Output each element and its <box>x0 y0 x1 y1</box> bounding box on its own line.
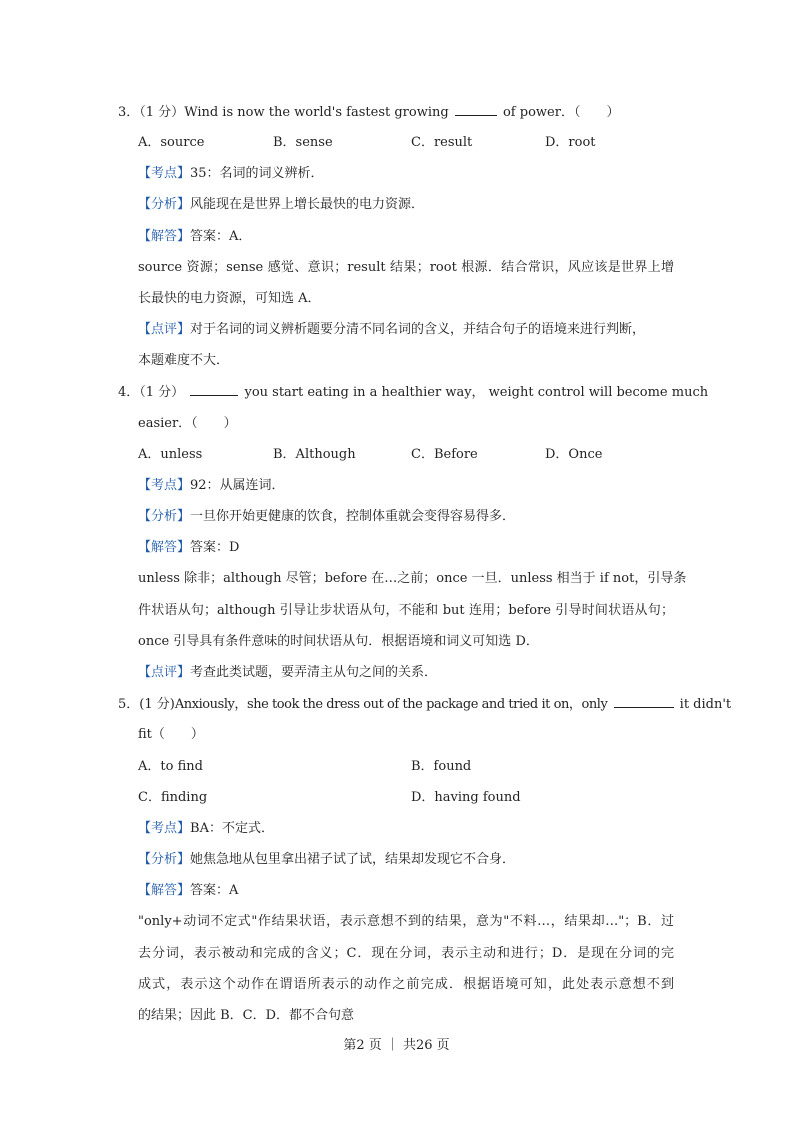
fenxi-row <box>138 507 515 527</box>
option-a: A．unless <box>138 447 203 462</box>
option-c: C．result <box>411 135 473 150</box>
option-a: A．source <box>138 135 205 150</box>
question-score: （1 分） <box>139 385 185 400</box>
explanation-line: 长最快的电力资源，可知选 A． <box>138 291 321 306</box>
explanation-line: 件状语从句；although 引导让步状语从句，不能和 but 连用；before 引导时间状语从句； <box>138 603 674 618</box>
jieda-text: 答案：D <box>190 540 240 555</box>
dianping-text: 对于名词的词义辨析题要分清不同名词的含义，并结合句子的语境来进行判断， <box>190 322 646 337</box>
option-c: C．Before <box>411 447 478 462</box>
kaodian-tag: 【考点】 <box>138 821 191 836</box>
explanation-line: once 引导具有条件意味的时间状语从句．根据语境和词义可知选 D． <box>138 634 539 649</box>
page-footer: 第2 页 ｜ 共26 页 <box>343 1038 450 1053</box>
option-b: B．sense <box>273 135 333 150</box>
question-number: 3． <box>118 105 140 120</box>
option-b: B．Although <box>273 447 356 462</box>
dianping-tag: 【点评】 <box>138 322 191 337</box>
jieda-text: 答案：A． <box>190 229 252 244</box>
fenxi-row <box>138 195 424 215</box>
jieda-text: 答案：A <box>190 883 239 898</box>
jieda-row <box>138 538 239 558</box>
explanation-line: unless 除非；although 尽管；before 在…之前；once 一旦．unless 相当于 if not，引导条 <box>138 571 687 586</box>
fenxi-tag: 【分析】 <box>138 197 191 212</box>
option-b: B．found <box>411 759 472 774</box>
kaodian-text: BA：不定式． <box>190 821 274 836</box>
stem-text: Wind is now the world's fastest growing <box>184 105 449 120</box>
fenxi-row <box>138 850 515 870</box>
stem-continuation: fit（ ） <box>138 727 204 742</box>
answer-blank <box>614 694 674 708</box>
question-score: (1 分) <box>139 697 175 712</box>
option-d: D．Once <box>545 447 603 462</box>
jieda-tag: 【解答】 <box>138 540 191 555</box>
dianping-row <box>138 663 437 683</box>
explanation-line: 的结果；因此 B．C．D．都不合句意 <box>138 1008 355 1023</box>
explanation-line: 去分词，表示被动和完成的含义；C．现在分词，表示主动和进行；D．是现在分词的完 <box>138 946 674 961</box>
question-5-stem <box>118 694 731 715</box>
question-3-stem <box>118 102 619 123</box>
fenxi-text: 风能现在是世界上增长最快的电力资源． <box>190 197 425 212</box>
dianping-line: 本题难度不大． <box>138 353 230 368</box>
dianping-tag: 【点评】 <box>138 665 191 680</box>
explanation-line: 成式，表示这个动作在谓语所表示的动作之前完成．根据语境可知，此处表示意想不到 <box>138 977 674 992</box>
fenxi-tag: 【分析】 <box>138 852 191 867</box>
question-score: （1 分） <box>139 105 185 120</box>
question-number: 5． <box>118 697 140 712</box>
kaodian-tag: 【考点】 <box>138 478 191 493</box>
question-number: 4． <box>118 385 140 400</box>
option-a: A．to find <box>138 759 203 774</box>
stem-text: you start eating in a healthier way， weight control will become much <box>244 385 709 400</box>
option-c: C．finding <box>138 790 208 805</box>
fenxi-tag: 【分析】 <box>138 509 191 524</box>
kaodian-text: 35：名词的词义辨析． <box>190 166 324 181</box>
option-d: D．having found <box>411 790 521 805</box>
kaodian-row <box>138 819 274 839</box>
answer-blank <box>455 102 497 116</box>
fenxi-text: 她焦急地从包里拿出裙子试了试，结果却发现它不合身． <box>190 852 516 867</box>
kaodian-tag: 【考点】 <box>138 166 191 181</box>
stem-text: Anxiously，she took the dress out of the package and tried it on，only <box>174 697 608 712</box>
kaodian-row <box>138 164 324 184</box>
jieda-row <box>138 881 238 901</box>
explanation-line: source 资源；sense 感觉、意识；result 结果；root 根源．结合常识，风应该是世界上增 <box>138 260 674 275</box>
jieda-tag: 【解答】 <box>138 229 191 244</box>
question-4-stem <box>118 382 708 403</box>
explanation-line: "only+动词不定式"作结果状语，表示意想不到的结果，意为"不料…，结果却…"；B．过 <box>138 914 674 929</box>
option-d: D．root <box>545 135 596 150</box>
jieda-row <box>138 227 251 247</box>
dianping-row <box>138 320 645 340</box>
jieda-tag: 【解答】 <box>138 883 191 898</box>
stem-text: of power．（ ） <box>502 105 620 120</box>
dianping-text: 考查此类试题，要弄清主从句之间的关系． <box>190 665 438 680</box>
kaodian-row <box>138 476 285 496</box>
fenxi-text: 一旦你开始更健康的饮食，控制体重就会变得容易得多． <box>190 509 516 524</box>
kaodian-text: 92：从属连词． <box>190 478 285 493</box>
stem-continuation: easier．（ ） <box>138 416 237 431</box>
answer-blank <box>190 382 238 396</box>
stem-text: it didn't <box>679 697 732 712</box>
